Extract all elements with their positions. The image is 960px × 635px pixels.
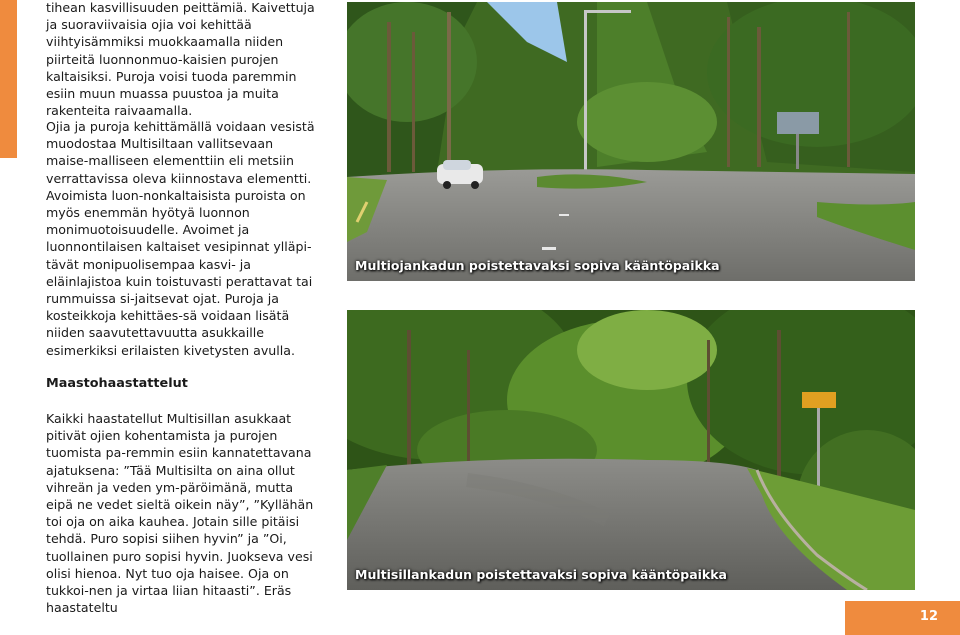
body-paragraph-2 bbox=[46, 118, 318, 359]
photo-illustration bbox=[347, 2, 915, 281]
page-number-box bbox=[845, 601, 960, 635]
photo-illustration bbox=[347, 310, 915, 590]
page-number: 12 bbox=[919, 609, 938, 624]
photo-multiojankatu-turnaround bbox=[347, 2, 915, 281]
paragraph-text: Ojia ja puroja kehittämällä voidaan vesistä muodostaa Multisiltaan vallitsevaan maise-malliseen elementtiin eli metsiin verrattavissa oleva kiinnostava elementti. Avoimista luon-nonkaltaisista puroista on myös enemmän hyötyä luonnon monimuotoisuudelle. Avoimet ja luonnontilaisen kaltaiset vesipinnat ylläpi-tävät monipuolisempaa kasvi- ja eläinlajistoa kuin toistuvasti perattavat tai rummuissa si-jaitsevat ojat. Puroja ja kosteikkoja kehittäes-sä voidaan lisätä niiden saavutettavuutta asukkaille esimerkiksi erilaisten kivetysten avulla. bbox=[46, 119, 315, 358]
photo-multisillankatu-turnaround bbox=[347, 310, 915, 590]
paragraph-text: tihean kasvillisuuden peittämiä. Kaivettuja ja suoraviivaisia ojia voi kehittää viihtyisämmiksi muokkaamalla niiden piirteitä luonnonmuo-kaisien purojen kaltaisiksi. Puroja voisi tuoda paremmin esiin muun muassa puustoa ja muita rakenteita raivaamalla. bbox=[46, 0, 315, 119]
body-paragraph-3 bbox=[46, 410, 318, 616]
photo-caption: Multisillankadun poistettavaksi sopiva kääntöpaikka bbox=[355, 567, 727, 582]
accent-bar bbox=[0, 0, 17, 158]
section-heading: Maastohaastattelut bbox=[46, 376, 188, 391]
body-paragraph-1 bbox=[46, 0, 318, 119]
paragraph-text: Kaikki haastatellut Multisillan asukkaat pitivät ojien kohentamista ja purojen tuomista pa-remmin esiin kannatettavana ajatuksena: ”Tää Multisilta on aina ollut vihreän ja veden ym-päröimänä, mutta eipä ne vedet sieltä oikein näy”, ”Kyllähän toi oja on aika kauhea. Jotain sille pitäisi tehdä. Puro sopisi siihen hyvin” ja ”Oi, tuollainen puro sopisi hyvin. Juokseva vesi olisi hienoa. Nyt tuo oja haisee. Oja on tukkoi-nen ja virtaa liian hitaasti”. Eräs haastateltu bbox=[46, 411, 314, 616]
photo-caption: Multiojankadun poistettavaksi sopiva kääntöpaikka bbox=[355, 258, 720, 273]
